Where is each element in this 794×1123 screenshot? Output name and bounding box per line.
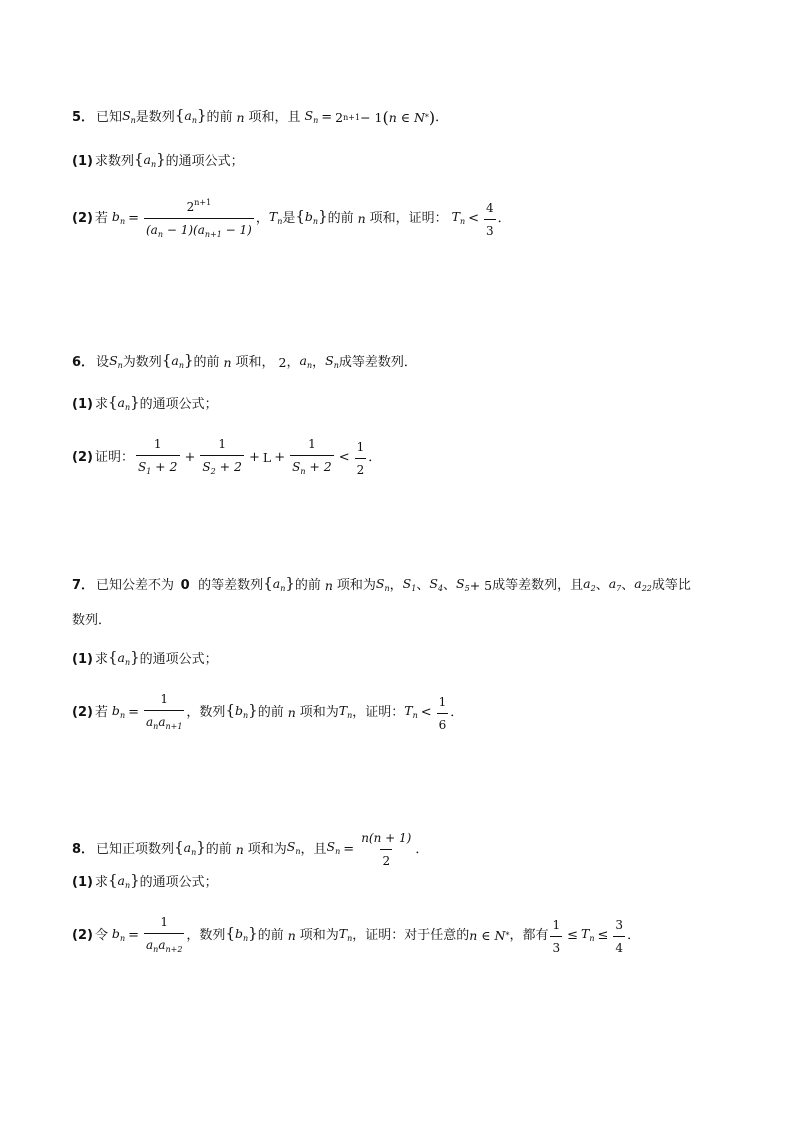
problem-5-part-1: (1) 求数列 $\{a_n\}$ 的通项公式； <box>72 150 244 169</box>
problem-8-part-1: (1) 求 $\{a_n\}$ 的通项公式； <box>72 871 218 890</box>
problem-7-part-1: (1) 求 $\{a_n\}$ 的通项公式； <box>72 648 218 667</box>
problem-8-stem: 8． 已知正项数列 $\{a_n\}$ 的前 n 项和为 $S_n$ ，且 $S_n$ = $\frac{n(n + 1)}{2}$ ． <box>72 828 428 871</box>
problem-6-part-2: (2) 证明： $\frac{1}{S_1 + 2}$ + $\frac{1}{S_2 + 2}$ + L + $\frac{1}{S_n + 2}$ < $\frac{1}{2}$ ． <box>72 434 381 482</box>
problem-number: 5． <box>72 110 95 125</box>
problem-8-part-2: (2) 令 $b_n$ = $\frac{1}{a_na_{n+2}}$ ，数列 $\{b_n\}$ 的前 n 项和为 $T_n$ ，证明：对于任意的 n ∈ N * ，都有 $\frac{1}{3}$ ≤ $T_n$ ≤ $\frac{3}{4}$ ． <box>72 912 640 960</box>
problem-number: 6． <box>72 355 95 370</box>
problem-6-stem: 6． 设 $S_n$ 为数列 $\{a_n\}$ 的前 n 项和， 2 ， $a_n$ ， $S_n$ 成等差数列． <box>72 350 417 376</box>
problem-7-stem-cont: 数列． <box>72 613 112 628</box>
problem-6-part-1: (1) 求 $\{a_n\}$ 的通项公式； <box>72 393 218 412</box>
problem-7-part-2: (2) 若 $b_n$ = $\frac{1}{a_na_{n+1}}$ ，数列 $\{b_n\}$ 的前 n 项和为 $T_n$ ，证明： $T_n$ < $\frac{1}{6}$ ． <box>72 689 463 737</box>
problem-number: 8． <box>72 841 95 857</box>
problem-5-stem: 5． 已知 $S_n$ 是数列 $\{a_n\}$ 的前 n 项和，且 $S_n$ = 2 n+1 − 1 ( n ∈ N * ) ． <box>72 106 449 127</box>
problem-5-part-2: (2) 若 $b_n$ = $\frac{2^{n+1}}{(a_n - 1)(a_{n+1} - 1)}$ ， $T_n$ 是 $\{b_n\}$ 的前 n 项和，证明： $T_n$ < $\frac{4}{3}$ ． <box>72 193 511 245</box>
fraction: $\frac{2^{n+1}}{(a_n - 1)(a_{n+1} - 1)}$ <box>144 193 254 245</box>
problem-7-stem: 7． 已知公差不为 0 的等差数列 $\{a_n\}$ 的前 n 项和为 $S_n$ ， $S_1$ 、 $S_4$ 、 $S_5$ + 5 成等差数列，且 $a_2$ 、 $a_7$ 、 $a_{22}$ 成等比 <box>72 573 691 599</box>
problem-number: 7． <box>72 578 95 593</box>
